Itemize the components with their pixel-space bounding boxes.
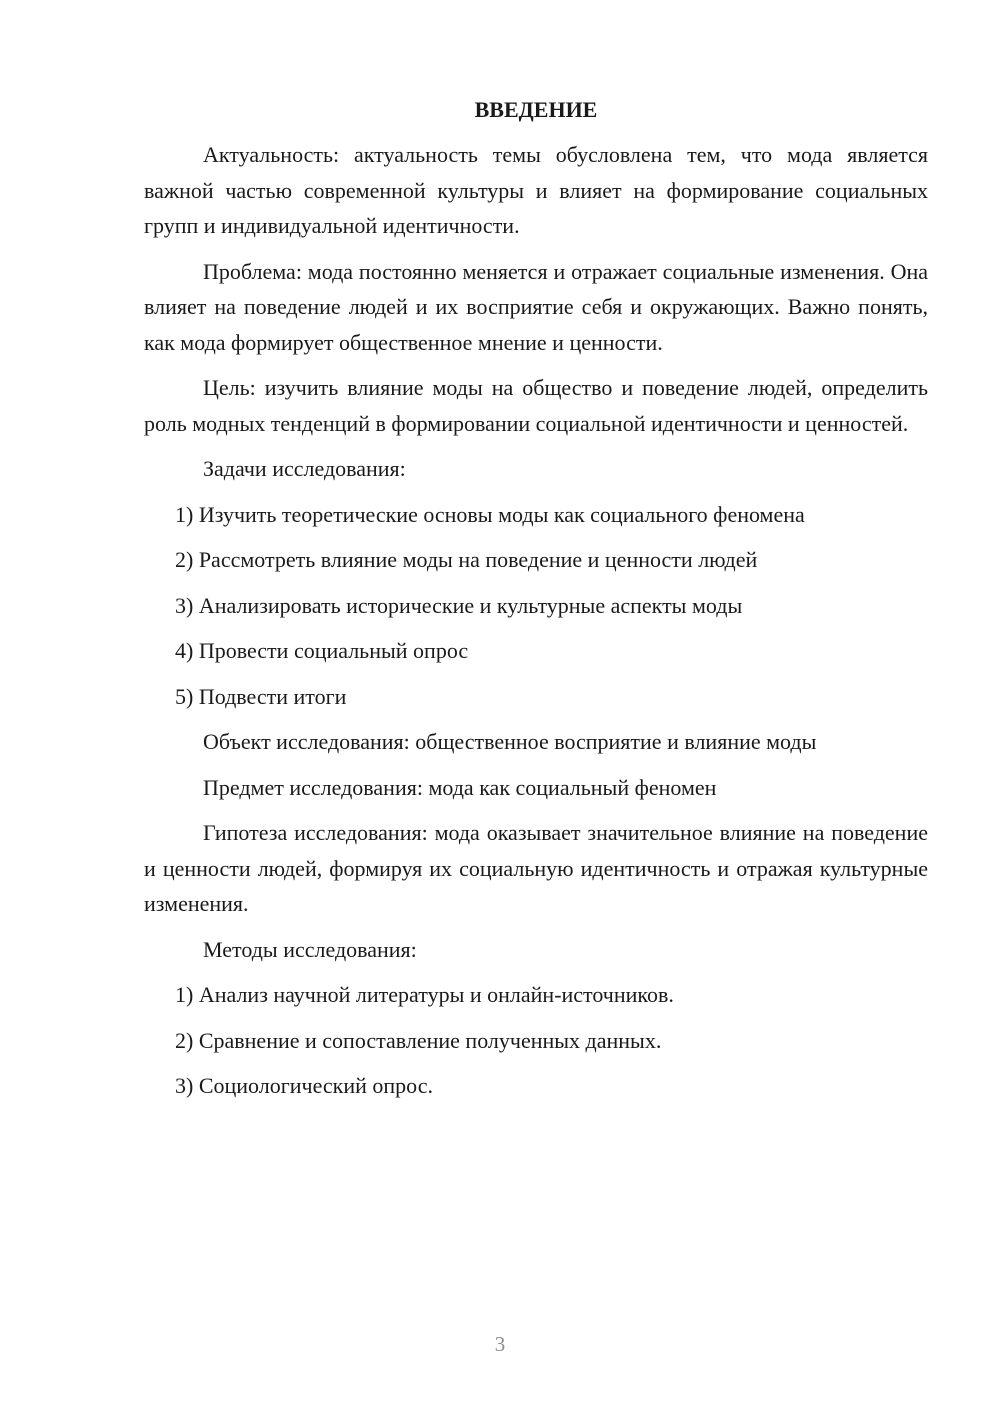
task-item: 1) Изучить теоретические основы моды как социального феномена bbox=[175, 501, 805, 527]
method-item: 2) Сравнение и сопоставление полученных данных. bbox=[175, 1027, 662, 1053]
object-line: Объект исследования: общественное восприятие и влияние моды bbox=[203, 729, 817, 754]
task-item: 3) Анализировать исторические и культурные аспекты моды bbox=[175, 592, 743, 618]
tasks-heading: Задачи исследования: bbox=[203, 456, 406, 481]
document-page bbox=[144, 92, 928, 1114]
method-item: 3) Социологический опрос. bbox=[175, 1073, 433, 1098]
goal-paragraph: Цель: изучить влияние моды на общество и поведение людей, определить роль модных тенденций в формировании социальной идентичности и ценностей. bbox=[144, 375, 928, 436]
task-item: 4) Провести социальный опрос bbox=[175, 638, 469, 663]
relevance-paragraph: Актуальность: актуальность темы обусловлена тем, что мода является важной частью современной культуры и влияет на формирование социальных групп и индивидуальной идентичности. bbox=[144, 142, 928, 238]
subject-line: Предмет исследования: мода как социальный феномен bbox=[203, 774, 717, 800]
section-title: ВВЕДЕНИЕ bbox=[474, 97, 598, 122]
problem-paragraph: Проблема: мода постоянно меняется и отражает социальные изменения. Она влияет на поведение людей и их восприятие себя и окружающих. Важно понять, как мода формирует общественное мнение и ценности. bbox=[144, 258, 928, 355]
method-item: 1) Анализ научной литературы и онлайн-источников. bbox=[175, 982, 674, 1007]
hypothesis-paragraph: Гипотеза исследования: мода оказывает значительное влияние на поведение и ценности людей, формируя их социальную идентичность и отражая культурные изменения. bbox=[144, 820, 928, 916]
task-item: 5) Подвести итоги bbox=[175, 683, 347, 709]
task-item: 2) Рассмотреть влияние моды на поведение и ценности людей bbox=[175, 547, 758, 572]
page-number: 3 bbox=[494, 1332, 506, 1356]
methods-heading: Методы исследования: bbox=[203, 936, 417, 962]
